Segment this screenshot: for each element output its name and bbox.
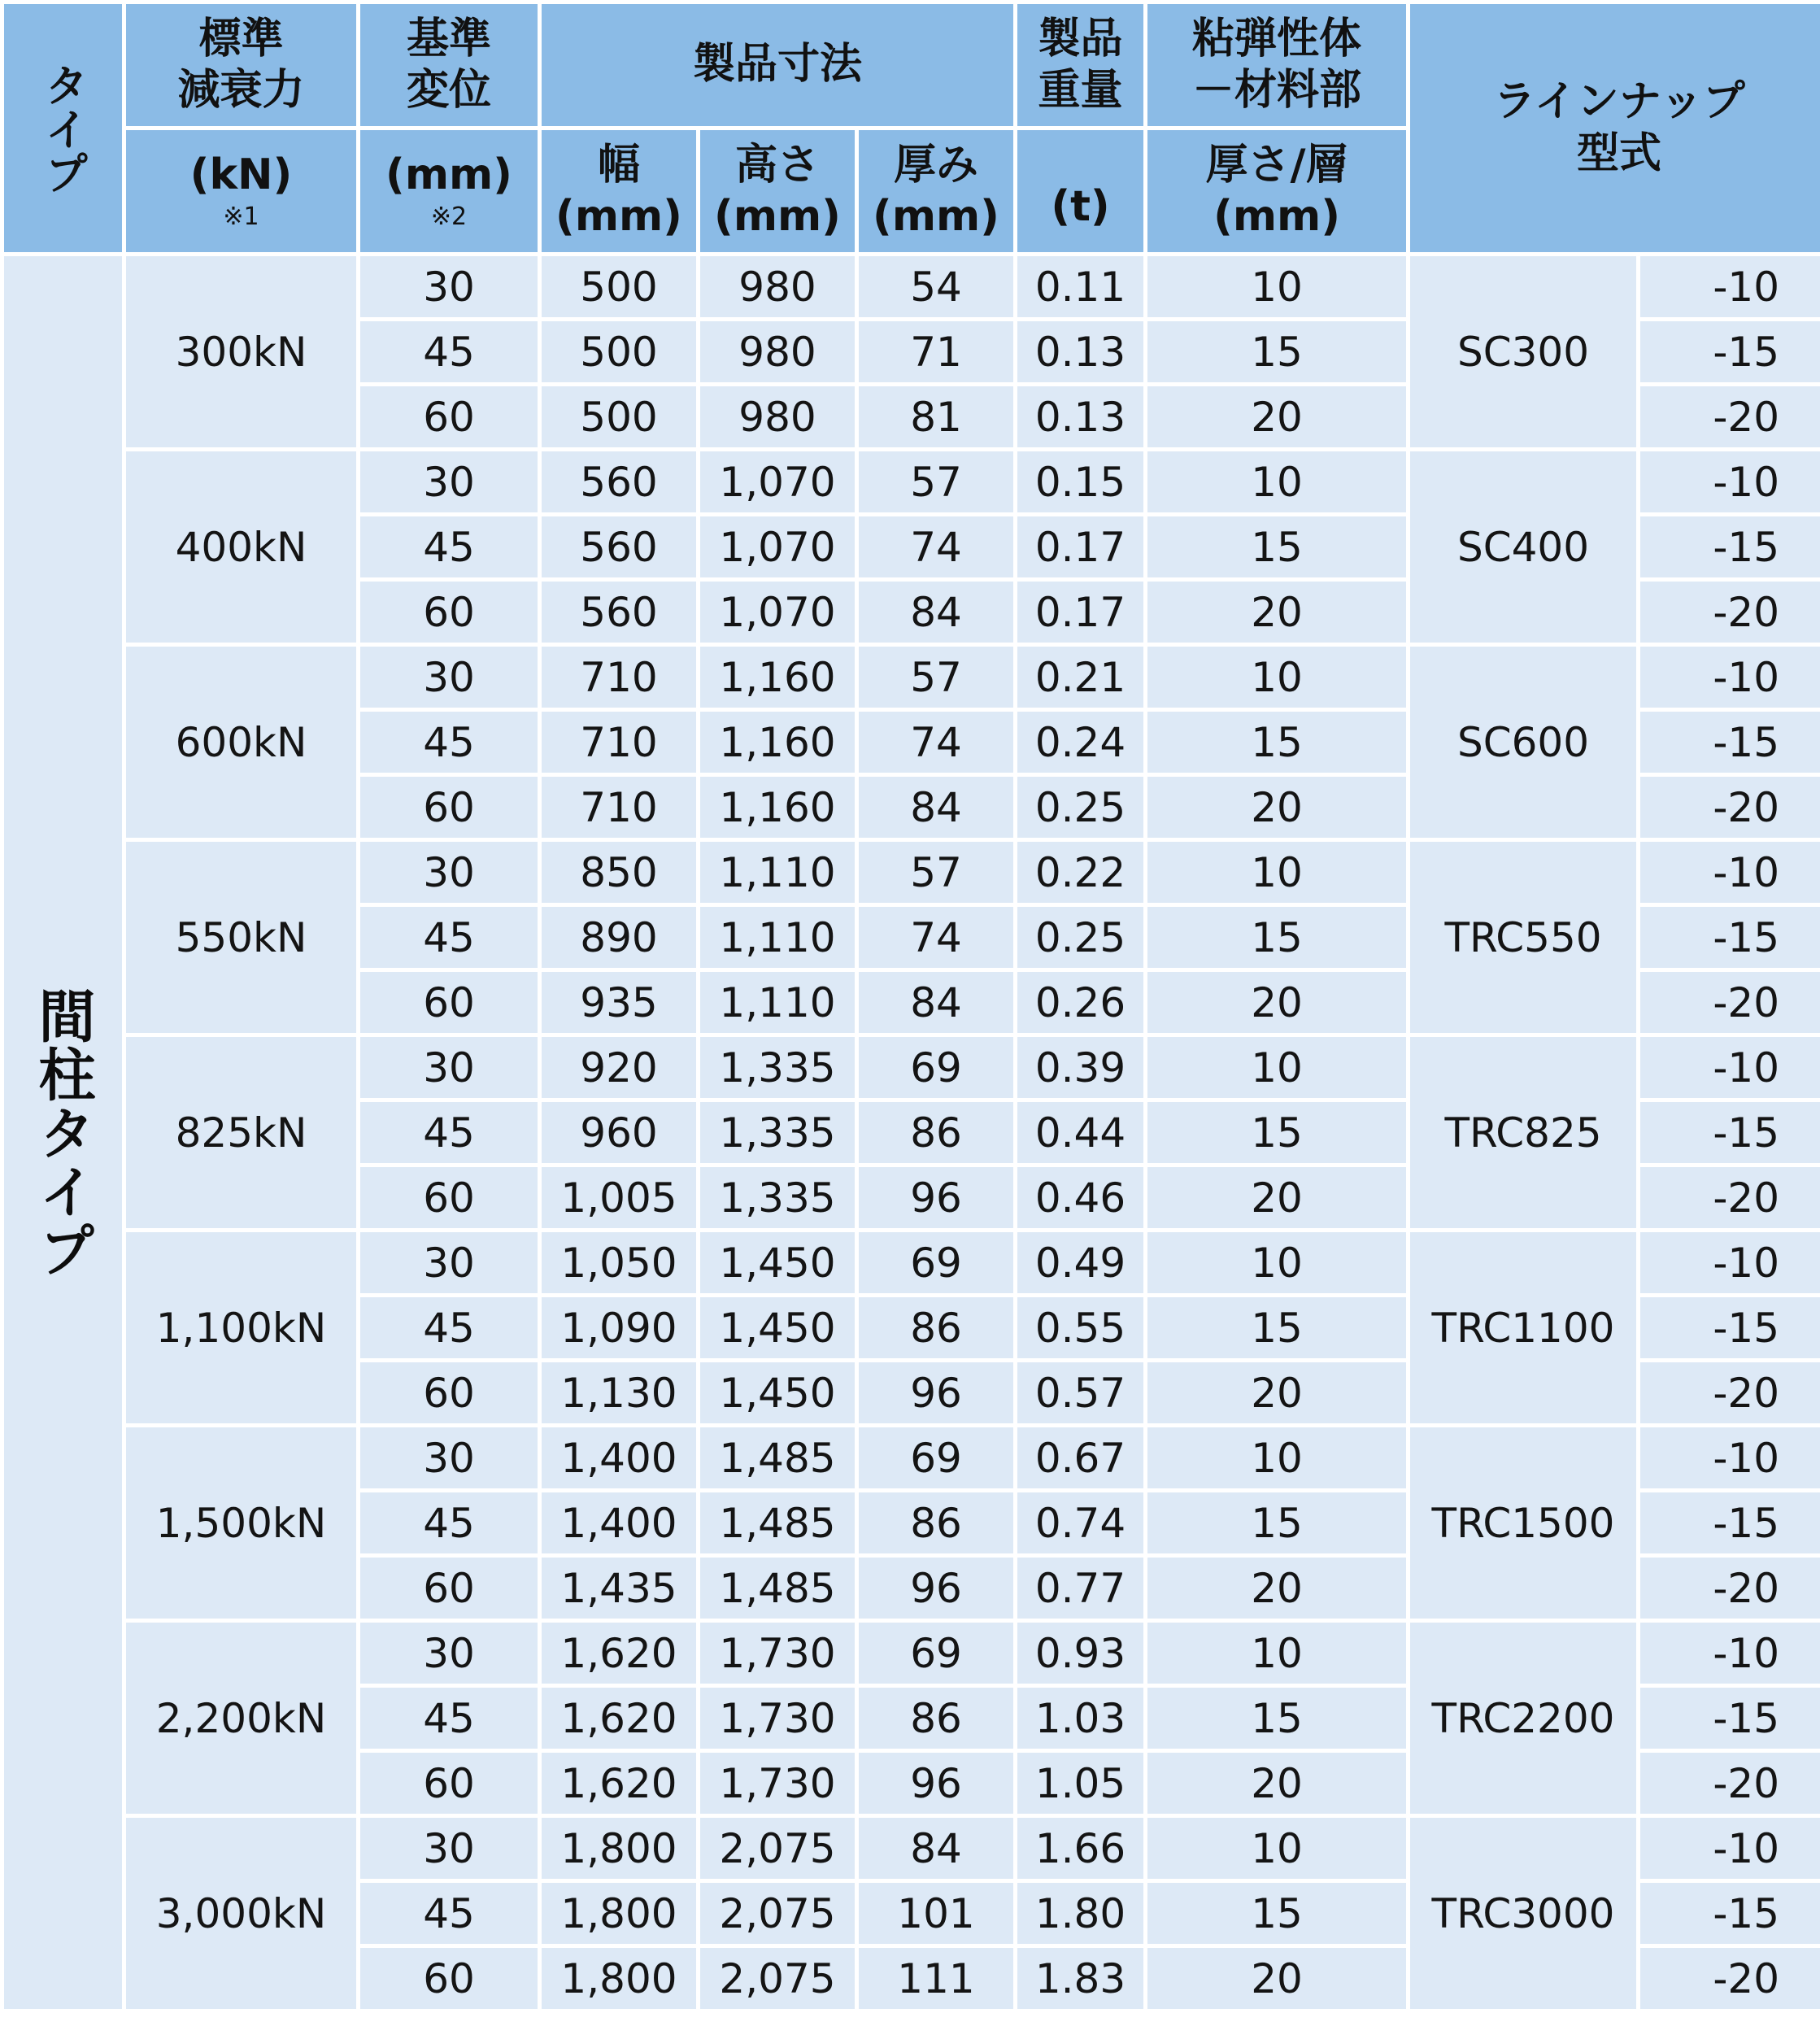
header-lineup: ラインナップ 型式 [1410,4,1820,252]
layer-thickness-cell: 10 [1147,1232,1406,1293]
thickness-cell: 74 [859,712,1013,773]
layer-thickness-cell: 10 [1147,1623,1406,1684]
layer-thickness-cell: 10 [1147,451,1406,512]
displacement-cell: 45 [360,712,538,773]
thickness-cell: 74 [859,907,1013,968]
width-cell: 1,005 [542,1167,696,1228]
layer-thickness-cell: 15 [1147,907,1406,968]
model-suffix-cell: -10 [1640,1037,1820,1098]
displacement-cell: 30 [360,256,538,317]
damping-force-cell: 1,100kN [126,1232,356,1423]
thickness-cell: 57 [859,842,1013,903]
model-cell: TRC825 [1410,1037,1636,1228]
width-cell: 890 [542,907,696,968]
weight-cell: 1.05 [1017,1753,1143,1814]
header-viscoelastic: 粘弾性体 －材料部 [1147,4,1406,126]
thickness-cell: 96 [859,1362,1013,1423]
damping-force-cell: 400kN [126,451,356,643]
layer-thickness-cell: 20 [1147,582,1406,643]
weight-cell: 0.44 [1017,1102,1143,1163]
width-cell: 1,400 [542,1427,696,1488]
height-cell: 1,070 [700,516,855,577]
model-cell: TRC2200 [1410,1623,1636,1814]
model-suffix-cell: -20 [1640,582,1820,643]
height-cell: 1,485 [700,1492,855,1553]
displacement-cell: 45 [360,321,538,382]
height-cell: 1,335 [700,1167,855,1228]
width-cell: 1,090 [542,1297,696,1358]
weight-cell: 0.11 [1017,256,1143,317]
width-cell: 1,400 [542,1492,696,1553]
header-dimensions: 製品寸法 [542,4,1013,126]
model-cell: TRC1100 [1410,1232,1636,1423]
height-cell: 980 [700,321,855,382]
model-cell: SC400 [1410,451,1636,643]
table-row [4,1037,1820,1098]
model-cell: SC300 [1410,256,1636,447]
height-cell: 2,075 [700,1883,855,1944]
height-cell: 1,450 [700,1297,855,1358]
layer-thickness-cell: 20 [1147,1753,1406,1814]
displacement-cell: 60 [360,1558,538,1619]
header-displacement: 基準 変位 [360,4,538,126]
height-cell: 1,485 [700,1427,855,1488]
weight-cell: 0.15 [1017,451,1143,512]
weight-cell: 0.46 [1017,1167,1143,1228]
layer-thickness-cell: 15 [1147,1297,1406,1358]
header-height: 高さ (mm) [700,130,855,252]
header-displacement-unit: (mm) ※2 [360,130,538,252]
layer-thickness-cell: 15 [1147,321,1406,382]
model-suffix-cell: -15 [1640,516,1820,577]
header-layer-thickness: 厚さ/層 (mm) [1147,130,1406,252]
layer-thickness-cell: 15 [1147,1688,1406,1749]
layer-thickness-cell: 20 [1147,386,1406,447]
thickness-cell: 81 [859,386,1013,447]
layer-thickness-cell: 20 [1147,1558,1406,1619]
displacement-cell: 60 [360,1167,538,1228]
layer-thickness-cell: 15 [1147,1883,1406,1944]
thickness-cell: 96 [859,1558,1013,1619]
model-cell: TRC3000 [1410,1818,1636,2009]
displacement-cell: 30 [360,1232,538,1293]
thickness-cell: 101 [859,1883,1013,1944]
thickness-cell: 69 [859,1623,1013,1684]
table-row [4,647,1820,708]
table-row [4,1232,1820,1293]
width-cell: 710 [542,647,696,708]
thickness-cell: 86 [859,1688,1013,1749]
thickness-cell: 57 [859,451,1013,512]
displacement-cell: 60 [360,582,538,643]
width-cell: 710 [542,777,696,838]
width-cell: 1,620 [542,1753,696,1814]
displacement-cell: 45 [360,1688,538,1749]
model-suffix-cell: -15 [1640,1688,1820,1749]
header-damping-force: 標準 減衰力 [126,4,356,126]
layer-thickness-cell: 20 [1147,972,1406,1033]
width-cell: 1,620 [542,1688,696,1749]
displacement-cell: 45 [360,516,538,577]
height-cell: 1,070 [700,451,855,512]
height-cell: 1,110 [700,907,855,968]
model-suffix-cell: -10 [1640,1623,1820,1684]
weight-cell: 0.26 [1017,972,1143,1033]
width-cell: 960 [542,1102,696,1163]
displacement-cell: 60 [360,386,538,447]
weight-cell: 0.67 [1017,1427,1143,1488]
thickness-cell: 86 [859,1297,1013,1358]
model-suffix-cell: -15 [1640,321,1820,382]
layer-thickness-cell: 10 [1147,647,1406,708]
width-cell: 1,435 [542,1558,696,1619]
weight-cell: 0.49 [1017,1232,1143,1293]
weight-cell: 0.39 [1017,1037,1143,1098]
model-suffix-cell: -20 [1640,777,1820,838]
model-suffix-cell: -20 [1640,1558,1820,1619]
layer-thickness-cell: 10 [1147,1037,1406,1098]
displacement-cell: 45 [360,1102,538,1163]
thickness-cell: 84 [859,972,1013,1033]
model-suffix-cell: -20 [1640,1948,1820,2009]
model-suffix-cell: -20 [1640,972,1820,1033]
model-suffix-cell: -20 [1640,1362,1820,1423]
table-body [4,256,1820,2009]
thickness-cell: 57 [859,647,1013,708]
weight-cell: 0.77 [1017,1558,1143,1619]
model-suffix-cell: -15 [1640,1492,1820,1553]
table-row [4,842,1820,903]
header-type: タイプ [4,4,122,252]
thickness-cell: 96 [859,1753,1013,1814]
thickness-cell: 84 [859,1818,1013,1879]
width-cell: 1,130 [542,1362,696,1423]
displacement-cell: 30 [360,451,538,512]
model-cell: TRC550 [1410,842,1636,1033]
header-damping-force-unit: (kN) ※1 [126,130,356,252]
header-width: 幅 (mm) [542,130,696,252]
weight-cell: 0.74 [1017,1492,1143,1553]
width-cell: 500 [542,256,696,317]
width-cell: 710 [542,712,696,773]
displacement-cell: 45 [360,1492,538,1553]
height-cell: 1,730 [700,1688,855,1749]
thickness-cell: 69 [859,1232,1013,1293]
displacement-cell: 60 [360,1362,538,1423]
displacement-cell: 30 [360,842,538,903]
thickness-cell: 86 [859,1492,1013,1553]
thickness-cell: 71 [859,321,1013,382]
table-row [4,256,1820,317]
thickness-cell: 84 [859,777,1013,838]
height-cell: 1,160 [700,647,855,708]
displacement-cell: 45 [360,1883,538,1944]
displacement-cell: 60 [360,972,538,1033]
height-cell: 1,450 [700,1362,855,1423]
weight-cell: 0.24 [1017,712,1143,773]
layer-thickness-cell: 10 [1147,1427,1406,1488]
weight-cell: 0.57 [1017,1362,1143,1423]
weight-cell: 0.25 [1017,907,1143,968]
width-cell: 560 [542,451,696,512]
width-cell: 935 [542,972,696,1033]
note-1: ※1 [223,203,259,232]
weight-cell: 0.13 [1017,386,1143,447]
damping-force-cell: 825kN [126,1037,356,1228]
layer-thickness-cell: 15 [1147,1492,1406,1553]
height-cell: 1,110 [700,842,855,903]
weight-cell: 0.17 [1017,516,1143,577]
width-cell: 1,800 [542,1948,696,2009]
height-cell: 1,730 [700,1753,855,1814]
width-cell: 850 [542,842,696,903]
layer-thickness-cell: 10 [1147,256,1406,317]
model-suffix-cell: -20 [1640,386,1820,447]
height-cell: 1,160 [700,712,855,773]
layer-thickness-cell: 10 [1147,1818,1406,1879]
displacement-cell: 45 [360,907,538,968]
header-thickness: 厚み (mm) [859,130,1013,252]
width-cell: 500 [542,386,696,447]
height-cell: 2,075 [700,1818,855,1879]
width-cell: 1,050 [542,1232,696,1293]
layer-thickness-cell: 15 [1147,1102,1406,1163]
table-row [4,1427,1820,1488]
displacement-cell: 30 [360,1818,538,1879]
height-cell: 1,485 [700,1558,855,1619]
thickness-cell: 69 [859,1427,1013,1488]
thickness-cell: 54 [859,256,1013,317]
displacement-cell: 30 [360,1037,538,1098]
table-row [4,451,1820,512]
model-suffix-cell: -20 [1640,1167,1820,1228]
thickness-cell: 74 [859,516,1013,577]
layer-thickness-cell: 15 [1147,516,1406,577]
table-row [4,1818,1820,1879]
model-suffix-cell: -20 [1640,1753,1820,1814]
table-row [4,1623,1820,1684]
model-suffix-cell: -10 [1640,842,1820,903]
displacement-cell: 45 [360,1297,538,1358]
damping-force-cell: 550kN [126,842,356,1033]
weight-cell: 1.03 [1017,1688,1143,1749]
layer-thickness-cell: 20 [1147,1362,1406,1423]
damping-force-cell: 600kN [126,647,356,838]
thickness-cell: 96 [859,1167,1013,1228]
weight-cell: 1.83 [1017,1948,1143,2009]
layer-thickness-cell: 20 [1147,1167,1406,1228]
height-cell: 1,110 [700,972,855,1033]
model-suffix-cell: -15 [1640,1297,1820,1358]
type-label: 間柱タイプ [4,256,122,2009]
model-cell: TRC1500 [1410,1427,1636,1619]
model-suffix-cell: -10 [1640,1232,1820,1293]
height-cell: 1,335 [700,1102,855,1163]
width-cell: 920 [542,1037,696,1098]
model-suffix-cell: -10 [1640,256,1820,317]
note-2: ※2 [430,203,468,232]
weight-cell: 1.66 [1017,1818,1143,1879]
header-weight-unit: (t) [1017,130,1143,252]
layer-thickness-cell: 10 [1147,842,1406,903]
layer-thickness-cell: 20 [1147,777,1406,838]
height-cell: 1,450 [700,1232,855,1293]
damping-force-cell: 300kN [126,256,356,447]
weight-cell: 0.13 [1017,321,1143,382]
header-weight: 製品 重量 [1017,4,1143,126]
weight-cell: 0.25 [1017,777,1143,838]
weight-cell: 0.22 [1017,842,1143,903]
thickness-cell: 86 [859,1102,1013,1163]
model-suffix-cell: -10 [1640,451,1820,512]
damping-force-cell: 2,200kN [126,1623,356,1814]
layer-thickness-cell: 20 [1147,1948,1406,2009]
width-cell: 560 [542,582,696,643]
damping-force-cell: 3,000kN [126,1818,356,2009]
height-cell: 980 [700,256,855,317]
width-cell: 1,800 [542,1818,696,1879]
weight-cell: 1.80 [1017,1883,1143,1944]
width-cell: 1,620 [542,1623,696,1684]
thickness-cell: 84 [859,582,1013,643]
model-suffix-cell: -15 [1640,1883,1820,1944]
model-suffix-cell: -15 [1640,907,1820,968]
thickness-cell: 69 [859,1037,1013,1098]
displacement-cell: 30 [360,647,538,708]
model-suffix-cell: -10 [1640,1818,1820,1879]
displacement-cell: 60 [360,1753,538,1814]
model-suffix-cell: -10 [1640,647,1820,708]
width-cell: 500 [542,321,696,382]
height-cell: 2,075 [700,1948,855,2009]
width-cell: 560 [542,516,696,577]
height-cell: 1,160 [700,777,855,838]
weight-cell: 0.21 [1017,647,1143,708]
damping-force-cell: 1,500kN [126,1427,356,1619]
model-cell: SC600 [1410,647,1636,838]
height-cell: 1,335 [700,1037,855,1098]
displacement-cell: 30 [360,1427,538,1488]
displacement-cell: 60 [360,777,538,838]
weight-cell: 0.55 [1017,1297,1143,1358]
displacement-cell: 30 [360,1623,538,1684]
model-suffix-cell: -10 [1640,1427,1820,1488]
height-cell: 980 [700,386,855,447]
height-cell: 1,070 [700,582,855,643]
width-cell: 1,800 [542,1883,696,1944]
model-suffix-cell: -15 [1640,712,1820,773]
height-cell: 1,730 [700,1623,855,1684]
weight-cell: 0.93 [1017,1623,1143,1684]
model-suffix-cell: -15 [1640,1102,1820,1163]
displacement-cell: 60 [360,1948,538,2009]
weight-cell: 0.17 [1017,582,1143,643]
thickness-cell: 111 [859,1948,1013,2009]
layer-thickness-cell: 15 [1147,712,1406,773]
